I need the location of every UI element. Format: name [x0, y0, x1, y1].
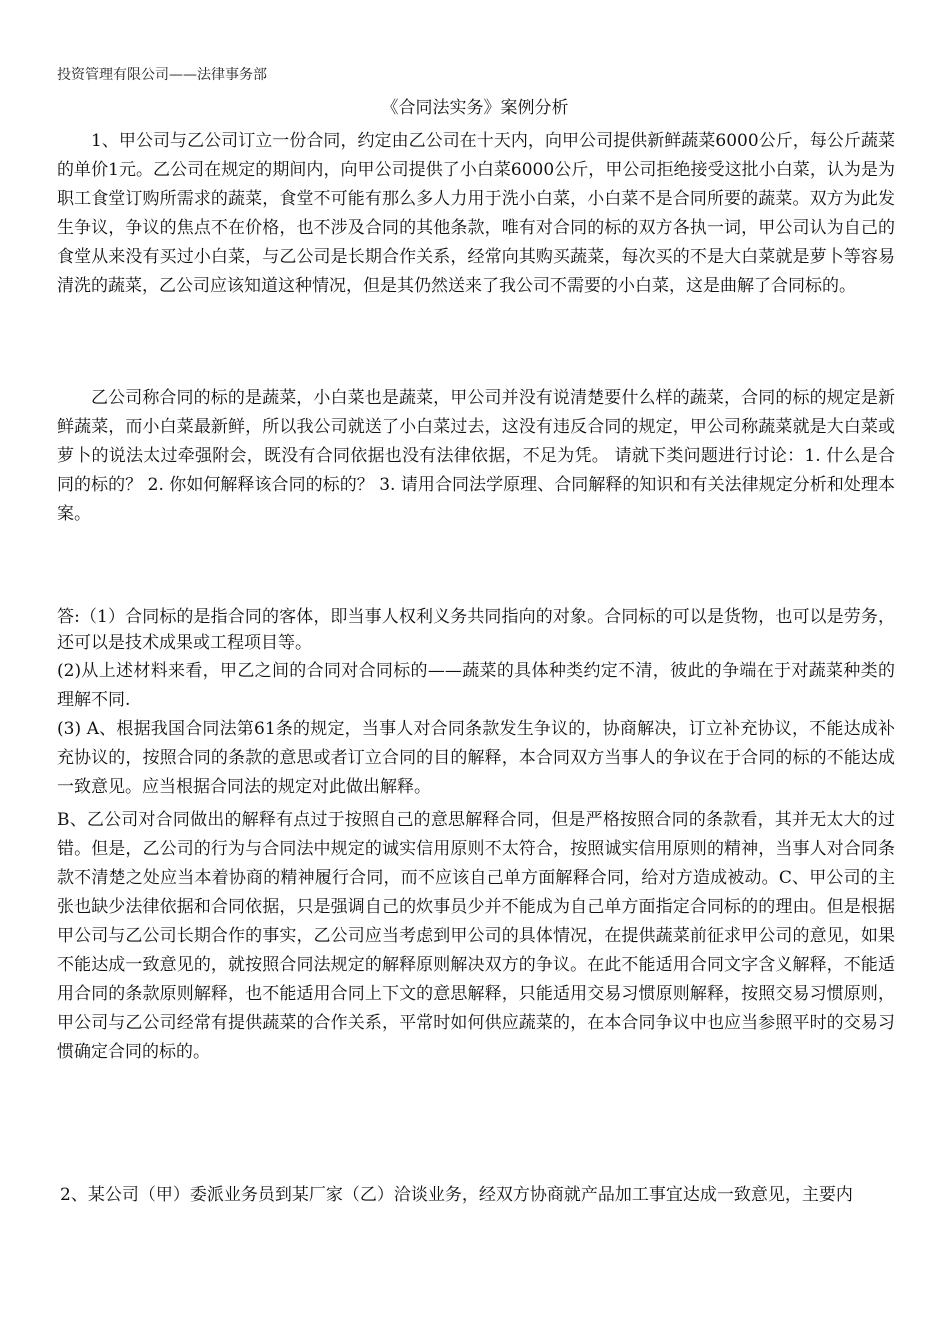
answer-part-3a: (3) A、根据我国合同法第61条的规定，当事人对合同条款发生争议的，协商解决，订立补充协议，不能达成补充协议的，按照合同的条款的意思或者订立合同的目的解释，本合同双方当事人的争议在于合同的标的不能达成一致意见。应当根据合同法的规定对此做出解释。 — [57, 719, 895, 797]
case2-paragraph-1: 2、某公司（甲）委派业务员到某厂家（乙）洽谈业务，经双方协商就产品加工事宜达成一致意见，主要内 — [60, 1185, 853, 1205]
document-title: 《合同法实务》案例分析 — [381, 98, 569, 118]
case1-paragraph-1: 1、甲公司与乙公司订立一份合同，约定由乙公司在十天内，向甲公司提供新鲜蔬菜6000公斤，每公斤蔬菜的单价1元。乙公司在规定的期间内，向甲公司提供了小白菜6000公斤，甲公司拒绝接受这批小白菜，认为是为职工食堂订购所需求的蔬菜，食堂不可能有那么多人力用于洗小白菜，小白菜不是合同所要的蔬菜。双方为此发生争议，争议的焦点不在价格，也不涉及合同的其他条款，唯有对合同的标的双方各执一词，甲公司认为自己的食堂从来没有买过小白菜，与乙公司是长期合作关系，经常向其购买蔬菜，每次买的不是大白菜就是萝卜等容易清洗的蔬菜，乙公司应该知道这种情况，但是其仍然送来了我公司不需要的小白菜，这是曲解了合同标的。 — [57, 131, 895, 296]
document-header: 投资管理有限公司——法律事务部 — [57, 67, 267, 83]
answer-part-1: 答:（1）合同标的是指合同的客体，即当事人权利义务共同指向的对象。合同标的可以是货物，也可以是劳务，还可以是技术成果或工程项目等。 — [57, 607, 895, 653]
case1-paragraph-2: 乙公司称合同的标的是蔬菜，小白菜也是蔬菜，甲公司并没有说清楚要什么样的蔬菜，合同的标的规定是新鲜蔬菜，而小白菜最新鲜，所以我公司就送了小白菜过去，这没有违反合同的规定，甲公司称蔬菜就是大白菜或萝卜的说法太过牵强附会，既没有合同依据也没有法律依据，不足为凭。 请就下类问题进行讨论：1. 什么是合同的标的？ 2. 你如何解释该合同的标的？ 3. 请用合同法学原理、合同解释的知识和有关法律规定分析和处理本案。 — [57, 388, 895, 524]
answer-part-3bc: B、乙公司对合同做出的解释有点过于按照自己的意思解释合同，但是严格按照合同的条款看，其并无太大的过错。但是，乙公司的行为与合同法中规定的诚实信用原则不太符合，按照诚实信用原则的精神，当事人对合同条款不清楚之处应当本着协商的精神履行合同，而不应该自己单方面解释合同，给对方造成被动。C、甲公司的主张也缺少法律依据和合同依据，只是强调自己的炊事员少并不能成为自己单方面指定合同标的的理由。但是根据甲公司与乙公司长期合作的事实，乙公司应当考虑到甲公司的具体情况，在提供蔬菜前征求甲公司的意见，如果不能达成一致意见的，就按照合同法规定的解释原则解决双方的争议。在此不能适用合同文字含义解释，不能适用合同的条款原则解释，也不能适用合同上下文的意思解释，只能适用交易习惯原则解释，按照交易习惯原则，甲公司与乙公司经常有提供蔬菜的合作关系，平常时如何供应蔬菜的，在本合同争议中也应当参照平时的交易习惯确定合同的标的。 — [57, 810, 895, 1062]
answer-part-2: (2)从上述材料来看，甲乙之间的合同对合同标的——蔬菜的具体种类约定不清，彼此的争端在于对蔬菜种类的理解不同. — [57, 661, 895, 710]
